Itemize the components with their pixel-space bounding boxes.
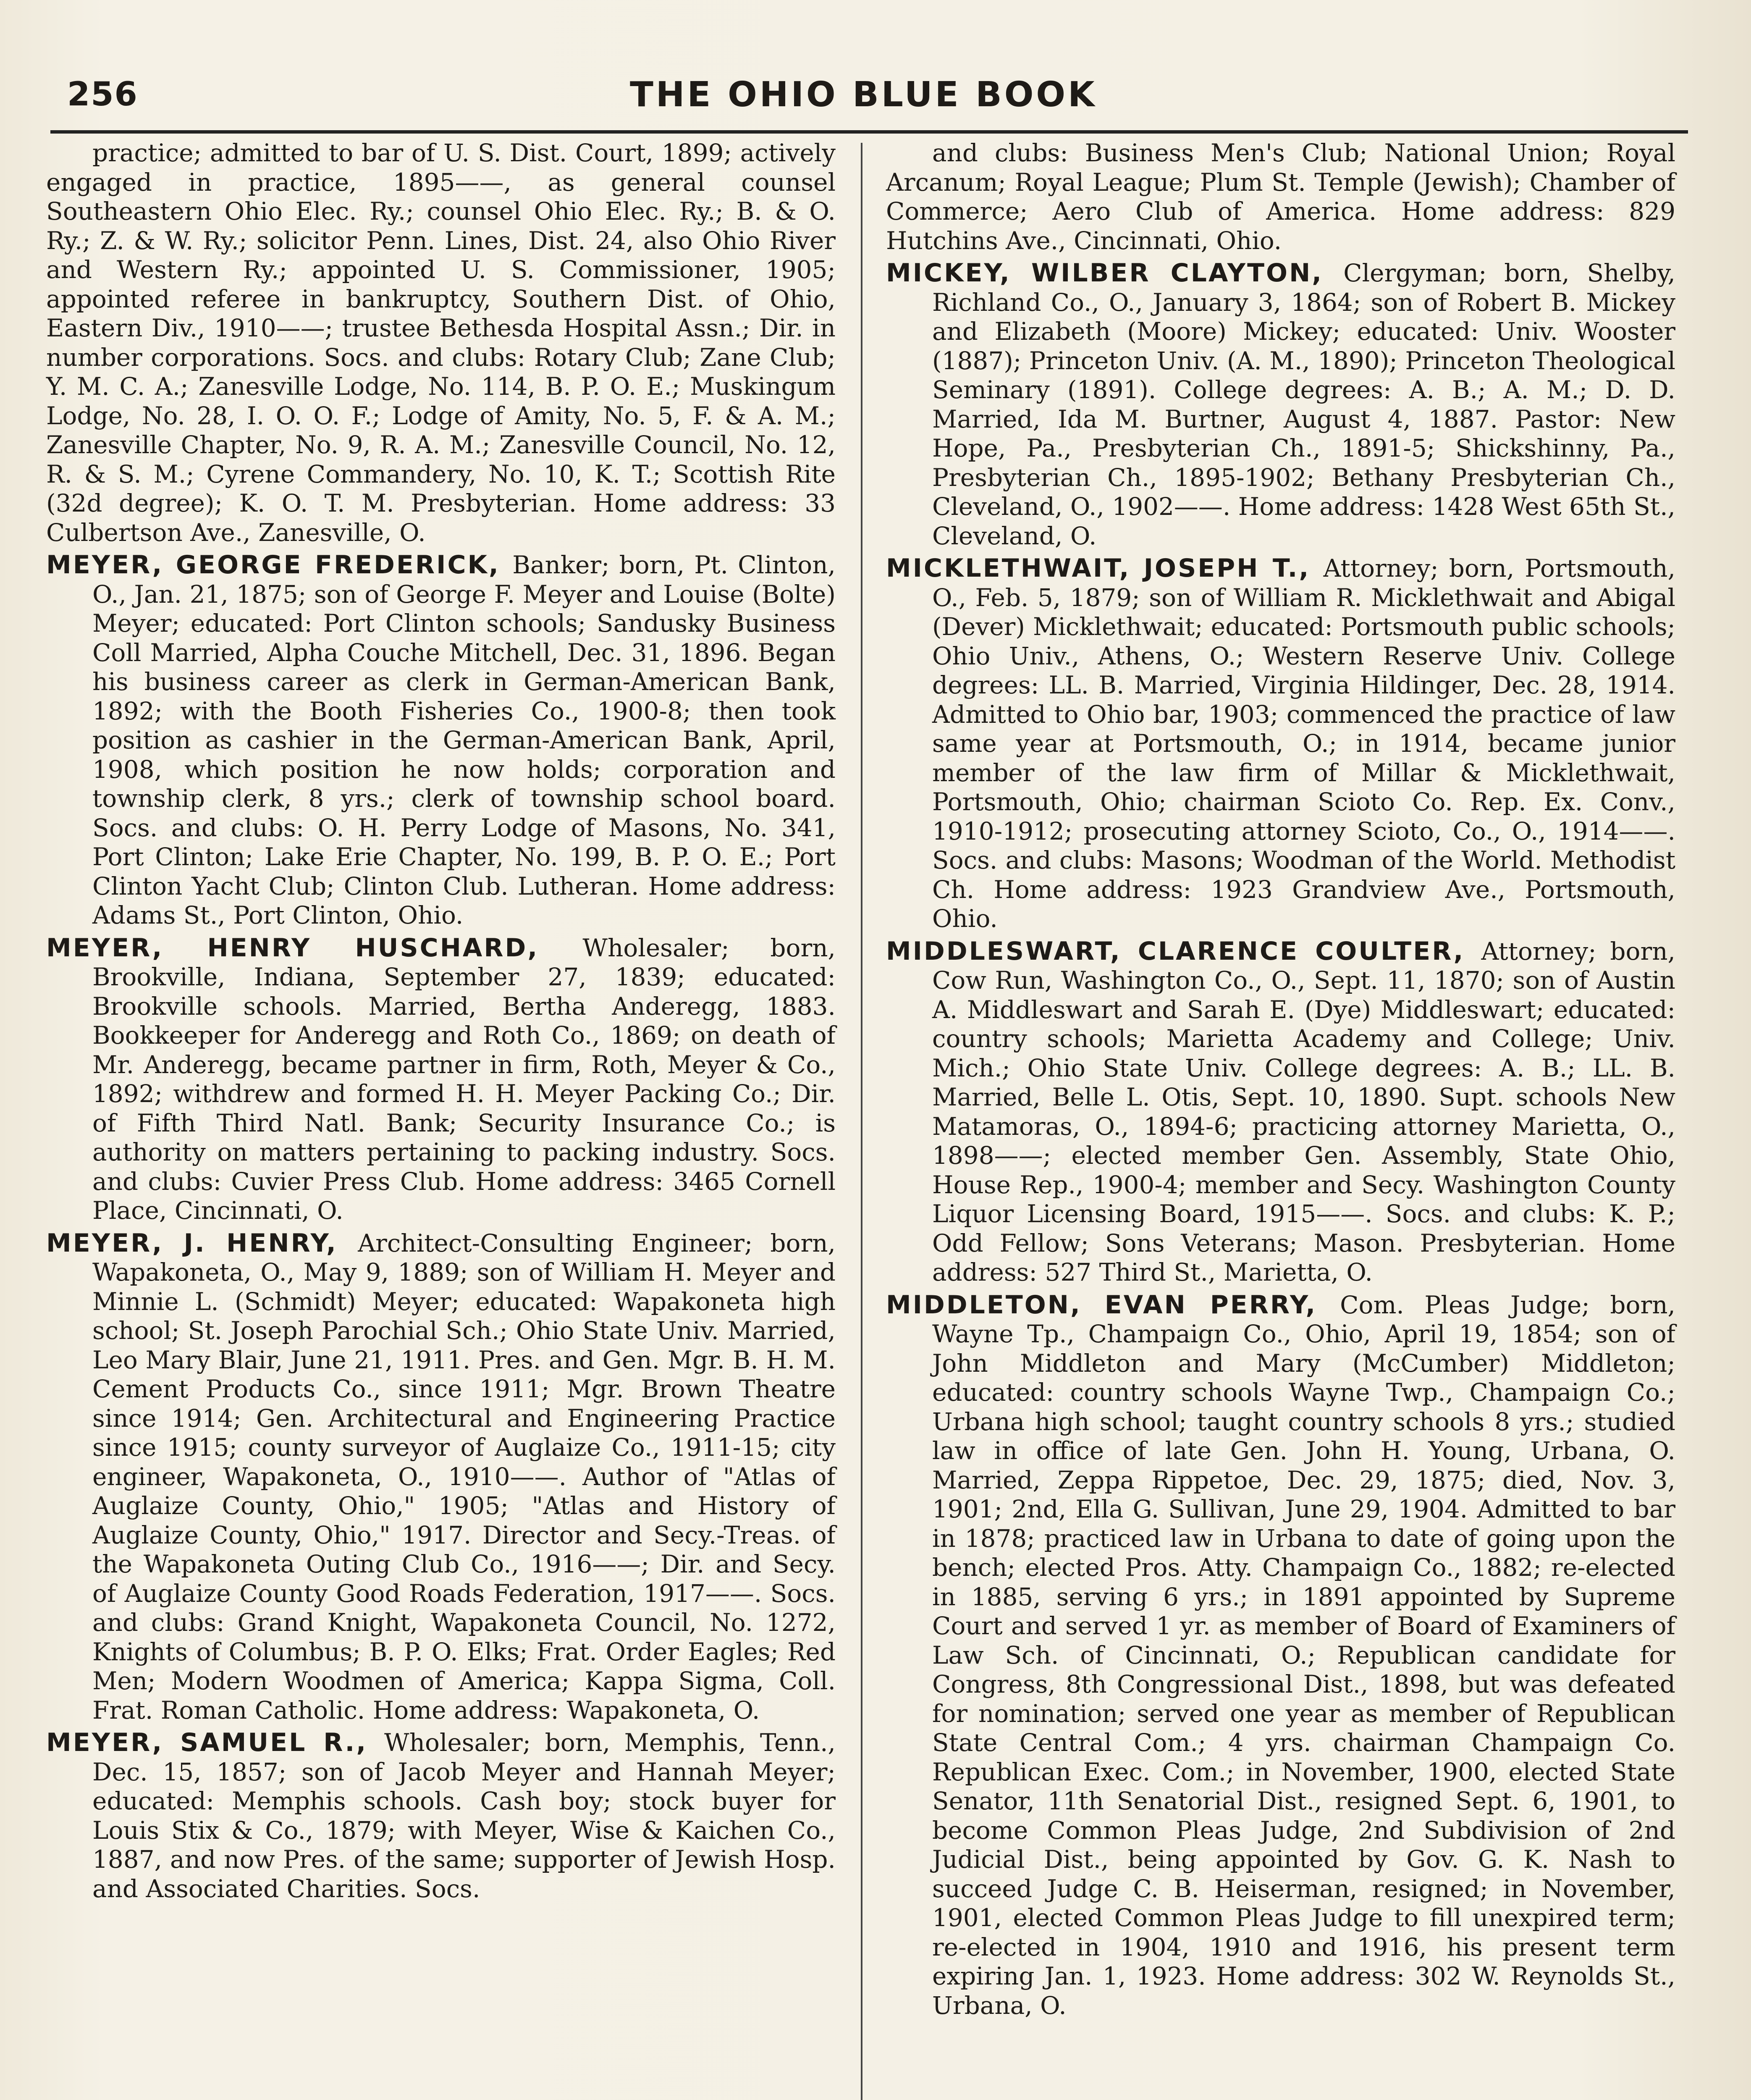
entry-name: MIDDLETON, EVAN PERRY, (886, 1290, 1340, 1320)
entry-name: MEYER, SAMUEL R., (46, 1728, 384, 1757)
entry-name: MEYER, HENRY HUSCHARD, (46, 933, 583, 963)
entry-name: MEYER, GEORGE FREDERICK, (46, 550, 513, 580)
entry-text: Wholesaler; born, Memphis, Tenn., Dec. 15, 1857; son of Jacob Meyer and Hannah Meyer; educated: Memphis schools. Cash boy; stock buyer for Louis Stix & Co., 1879; with Meyer, Wise & Kaichen Co., 1887, and now Pres. of the same; supporter of Jewish Hosp. and Associated Charities. Socs. (92, 1728, 836, 1903)
biography-entry (886, 554, 1675, 934)
biography-entry (46, 139, 836, 547)
entry-name: MIDDLESWART, CLARENCE COULTER, (886, 936, 1481, 966)
entry-text: Architect-Consulting Engineer; born, Wapakoneta, O., May 9, 1889; son of William H. Meyer and Minnie L. (Schmidt) Meyer; educated: Wapakoneta high school; St. Joseph Parochial Sch.; Ohio State Univ. Married, Leo Mary Blair, June 21, 1911. Pres. and Gen. Mgr. B. H. M. Cement Products Co., since 1911; Mgr. Brown Theatre since 1914; Gen. Architectural and Engineering Practice since 1915; county surveyor of Auglaize Co., 1911-15; city engineer, Wapakoneta, O., 1910——. Author of "Atlas of Auglaize County, Ohio," 1905; "Atlas and History of Auglaize County, Ohio," 1917. Director and Secy.-Treas. of the Wapakoneta Outing Club Co., 1916——; Dir. and Secy. of Auglaize County Good Roads Federation, 1917——. Socs. and clubs: Grand Knight, Wapakoneta Council, No. 1272, Knights of Columbus; B. P. O. Elks; Frat. Order Eagles; Red Men; Modern Woodmen of America; Kappa Sigma, Coll. Frat. Roman Catholic. Home address: Wapakoneta, O. (92, 1228, 836, 1725)
biography-entry (886, 937, 1675, 1287)
entry-text: Clergyman; born, Shelby, Richland Co., O., January 3, 1864; son of Robert B. Mickey and Elizabeth (Moore) Mickey; educated: Univ. Wooster (1887); Princeton Univ. (A. M., 1890); Princeton Theological Seminary (1891). College degrees: A. B.; A. M.; D. D. Married, Ida M. Burtner, August 4, 1887. Pastor: New Hope, Pa., Presbyterian Ch., 1891-5; Shickshinny, Pa., Presbyterian Ch., 1895-1902; Bethany Presbyterian Ch., Cleveland, O., 1902——. Home address: 1428 West 65th St., Cleveland, O. (932, 259, 1675, 550)
biography-entry (46, 551, 836, 930)
entry-text: Banker; born, Pt. Clinton, O., Jan. 21, 1875; son of George F. Meyer and Louise (Bolte) Meyer; educated: Port Clinton schools; Sandusky Business Coll Married, Alpha Couche Mitchell, Dec. 31, 1896. Began his business career as clerk in German-American Bank, 1892; with the Booth Fisheries Co., 1900-8; then took position as cashier in the German-American Bank, April, 1908, which position he now holds; corporation and township clerk, 8 yrs.; clerk of township school board. Socs. and clubs: O. H. Perry Lodge of Masons, No. 341, Port Clinton; Lake Erie Chapter, No. 199, B. P. O. E.; Port Clinton Yacht Club; Clinton Club. Lutheran. Home address: Adams St., Port Clinton, Ohio. (92, 551, 836, 929)
right-column (886, 139, 1675, 2020)
entry-name: MEYER, J. HENRY, (46, 1228, 358, 1258)
entry-text: Attorney; born, Portsmouth, O., Feb. 5, 1879; son of William R. Micklethwait and Abigal (Dever) Micklethwait; educated: Portsmouth public schools; Ohio Univ., Athens, O.; Western Reserve Univ. College degrees: LL. B. Married, Virginia Hildinger, Dec. 28, 1914. Admitted to Ohio bar, 1903; commenced the practice of law same year at Portsmouth, O.; in 1914, became junior member of the law firm of Millar & Micklethwait, Portsmouth, Ohio; chairman Scioto Co. Rep. Ex. Conv., 1910-1912; prosecuting attorney Scioto, Co., O., 1914——. Socs. and clubs: Masons; Woodman of the World. Methodist Ch. Home address: 1923 Grandview Ave., Portsmouth, Ohio. (932, 554, 1676, 933)
left-column (46, 139, 836, 1903)
page-header (50, 63, 1688, 134)
entry-name: MICKLETHWAIT, JOSEPH T., (886, 554, 1324, 583)
entry-text: practice; admitted to bar of U. S. Dist. Court, 1899; actively engaged in practice, 1895——, as general counsel Southeastern Ohio Elec. Ry.; counsel Ohio Elec. Ry.; B. & O. Ry.; Z. & W. Ry.; solicitor Penn. Lines, Dist. 24, also Ohio River and Western Ry.; appointed U. S. Commissioner, 1905; appointed referee in bankruptcy, Southern Dist. of Ohio, Eastern Div., 1910——; trustee Bethesda Hospital Assn.; Dir. in number corporations. Socs. and clubs: Rotary Club; Zane Club; Y. M. C. A.; Zanesville Lodge, No. 114, B. P. O. E.; Muskingum Lodge, No. 28, I. O. O. F.; Lodge of Amity, No. 5, F. & A. M.; Zanesville Chapter, No. 9, R. A. M.; Zanesville Council, No. 12, R. & S. M.; Cyrene Commandery, No. 10, K. T.; Scottish Rite (32d degree); K. O. T. M. Presbyterian. Home address: 33 Culbertson Ave., Zanesville, O. (46, 139, 836, 547)
running-head: THE OHIO BLUE BOOK (630, 75, 1097, 115)
biography-entry (886, 139, 1675, 255)
biography-entry (886, 1291, 1675, 2021)
entry-text: Wholesaler; born, Brookville, Indiana, September 27, 1839; educated: Brookville schools. Married, Bertha Anderegg, 1883. Bookkeeper for Anderegg and Roth Co., 1869; on death of Mr. Anderegg, became partner in firm, Roth, Meyer & Co., 1892; withdrew and formed H. H. Meyer Packing Co.; Dir. of Fifth Third Natl. Bank; Security Insurance Co.; is authority on matters pertaining to packing industry. Socs. and clubs: Cuvier Press Club. Home address: 3465 Cornell Place, Cincinnati, O. (92, 933, 836, 1225)
entry-text: and clubs: Business Men's Club; National Union; Royal Arcanum; Royal League; Plum St. Temple (Jewish); Chamber of Commerce; Aero Club of America. Home address: 829 Hutchins Ave., Cincinnati, Ohio. (886, 139, 1675, 255)
entry-name: MICKEY, WILBER CLAYTON, (886, 258, 1344, 288)
biography-entry (46, 1728, 836, 1903)
page-number: 256 (67, 76, 138, 113)
entry-text: Attorney; born, Cow Run, Washington Co., O., Sept. 11, 1870; son of Austin A. Middleswart and Sarah E. (Dye) Middleswart; educated: country schools; Marietta Academy and College; Univ. Mich.; Ohio State Univ. College degrees: A. B.; LL. B. Married, Belle L. Otis, Sept. 10, 1890. Supt. schools New Matamoras, O., 1894-6; practicing attorney Marietta, O., 1898——; elected member Gen. Assembly, State Ohio, House Rep., 1900-4; member and Secy. Washington County Liquor Licensing Board, 1915——. Socs. and clubs: K. P.; Odd Fellow; Sons Veterans; Mason. Presbyterian. Home address: 527 Third St., Marietta, O. (932, 937, 1675, 1286)
entry-text: Com. Pleas Judge; born, Wayne Tp., Champaign Co., Ohio, April 19, 1854; son of John Middleton and Mary (McCumber) Middleton; educated: country schools Wayne Twp., Champaign Co.; Urbana high school; taught country schools 8 yrs.; studied law in office of late Gen. John H. Young, Urbana, O. Married, Zeppa Rippetoe, Dec. 29, 1875; died, Nov. 3, 1901; 2nd, Ella G. Sullivan, June 29, 1904. Admitted to bar in 1878; practiced law in Urbana to date of going upon the bench; elected Pros. Atty. Champaign Co., 1882; re-elected in 1885, serving 6 yrs.; in 1891 appointed by Supreme Court and served 1 yr. as member of Board of Examiners of Law Sch. of Cincinnati, O.; Republican candidate for Congress, 8th Congressional Dist., 1898, but was defeated for nomination; served one year as member of Republican State Central Com.; 4 yrs. chairman Champaign Co. Republican Exec. Com.; in November, 1900, elected State Senator, 11th Senatorial Dist., resigned Sept. 6, 1901, to become Common Pleas Judge, 2nd Subdivision of 2nd Judicial Dist., being appointed by Gov. G. K. Nash to succeed Judge C. B. Heiserman, resigned; in November, 1901, elected Common Pleas Judge to fill unexpired term; re-elected in 1904, 1910 and 1916, his present term expiring Jan. 1, 1923. Home address: 302 W. Reynolds St., Urbana, O. (932, 1290, 1675, 2020)
biography-entry (46, 934, 836, 1226)
column-divider (861, 143, 862, 2100)
biography-entry (46, 1229, 836, 1725)
biography-entry (886, 259, 1675, 551)
